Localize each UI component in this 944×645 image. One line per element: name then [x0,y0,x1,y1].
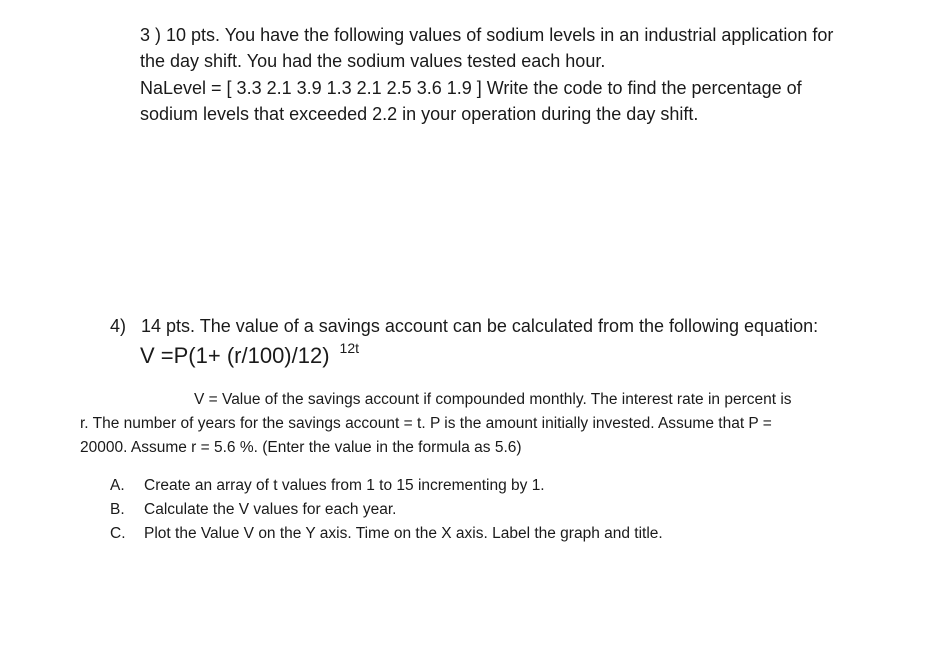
task-item-c [110,522,663,546]
question-4-header [110,313,818,339]
description-line: r. The number of years for the savings account = t. P is the amount initially invested. Assume that P = [80,415,772,432]
question-3-line: 3 ) 10 pts. You have the following values of sodium levels in an industrial application for [140,25,834,45]
equation-exponent: 12t [339,340,360,356]
question-3-line: the day shift. You had the sodium values tested each hour. [140,51,606,72]
question-3-line: sodium levels that exceeded 2.2 in your operation during the day shift. [140,103,699,124]
question-4-number: 4) [110,316,127,336]
description-line: V = Value of the savings account if compounded monthly. The interest rate in percent is [194,391,792,408]
question-3 [140,22,900,127]
task-list [110,474,663,546]
question-3-line: NaLevel = [ 3.3 2.1 3.9 1.3 2.1 2.5 3.6 1.9 ] Write the code to find the percentage of [140,77,802,98]
question-4-description [80,388,860,460]
savings-equation [140,341,359,371]
question-4-prompt: 14 pts. The value of a savings account can be calculated from the following equation: [141,316,819,336]
description-line: 20000. Assume r = 5.6 %. (Enter the value in the formula as 5.6) [80,439,522,456]
task-item-a [110,474,663,498]
task-item-b [110,498,663,522]
task-text: Calculate the V values for each year. [144,501,397,518]
task-text: Create an array of t values from 1 to 15 incrementing by 1. [144,477,545,494]
task-letter: C. [110,525,126,542]
task-letter: A. [110,477,125,494]
equation-main: V =P(1+ (r/100)/12) [140,343,330,368]
task-letter: B. [110,501,125,518]
task-text: Plot the Value V on the Y axis. Time on the X axis. Label the graph and title. [144,525,663,542]
